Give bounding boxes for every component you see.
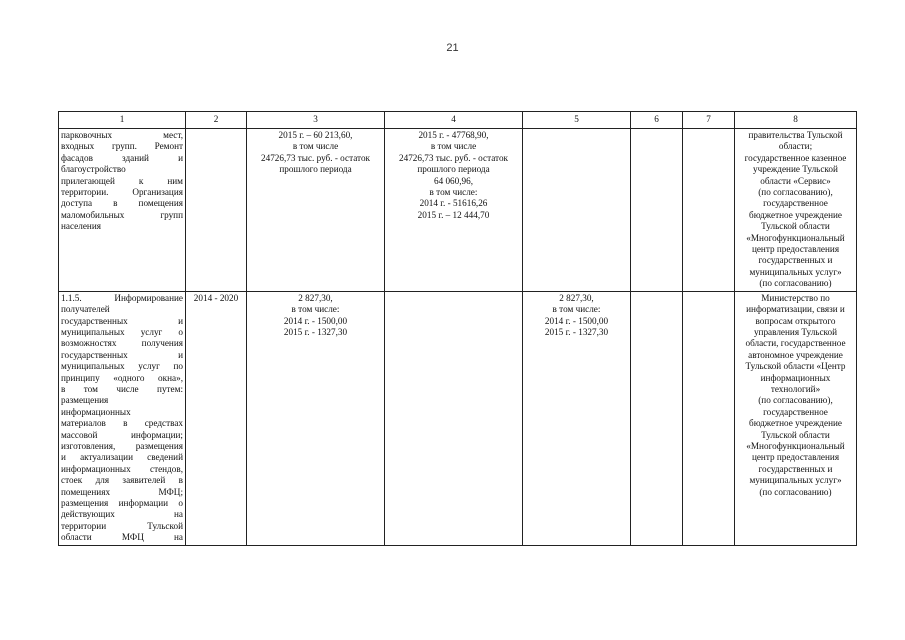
cell-line: информатизации, связи и <box>746 304 845 315</box>
cell-line: принципу «одного окна», <box>61 372 183 383</box>
row2-col6 <box>631 291 683 545</box>
cell-line: входных групп. Ремонт <box>61 141 183 152</box>
table-row <box>59 129 857 292</box>
cell-line: «Многофункциональный <box>746 440 845 451</box>
header-row <box>59 112 857 129</box>
header-col-4: 4 <box>385 112 523 129</box>
cell-line: государственных и <box>61 349 183 360</box>
cell-line: государственное <box>763 406 828 417</box>
cell-line: 1.1.5. Информирование <box>61 292 183 303</box>
cell-line: в том числе <box>292 141 339 152</box>
cell-line: населения <box>61 221 101 232</box>
cell-line: государственное казенное <box>744 152 847 163</box>
cell-line: 2015 г. – 60 213,60, <box>278 130 353 140</box>
cell-line: правительства Тульской <box>748 130 843 140</box>
cell-line: государственное <box>763 198 828 209</box>
cell-line: 2014 г. - 1500,00 <box>283 315 348 326</box>
cell-line: прошлого периода <box>279 164 352 175</box>
cell-line: «Многофункциональный <box>746 232 845 243</box>
cell-line: 2015 г. – 12 444,70 <box>417 209 490 220</box>
cell-line: муниципальных услуг» <box>749 475 842 486</box>
cell-line: Тульской области «Центр <box>745 361 846 372</box>
cell-line: области МФЦ на <box>61 532 183 543</box>
cell-line: автономное учреждение <box>748 349 843 360</box>
row1-executors <box>735 129 857 292</box>
cell-line: области, государственное <box>745 338 846 349</box>
row1-federal-budget <box>523 129 631 292</box>
header-col-3: 3 <box>247 112 385 129</box>
cell-line: (по согласованию) <box>759 278 832 289</box>
row1-col7 <box>683 129 735 292</box>
cell-line: 2014 г. - 1500,00 <box>544 315 609 326</box>
cell-line: возможностях получения <box>61 338 183 349</box>
row2-executors <box>735 291 857 545</box>
cell-line: территории Тульской <box>61 520 183 531</box>
cell-line: вопросам открытого <box>755 315 836 326</box>
cell-line: 2014 - 2020 <box>193 292 239 303</box>
cell-line: информационных <box>760 372 831 383</box>
cell-line: государственных и <box>61 315 183 326</box>
cell-line: информационных <box>61 406 131 417</box>
row1-regional-budget <box>385 129 523 292</box>
cell-line: 2014 г. - 51616,26 <box>419 198 488 209</box>
cell-line: в том числе: <box>429 187 478 198</box>
cell-line: стоек для заявителей в <box>61 475 183 486</box>
cell-line: муниципальных услуг по <box>61 361 183 372</box>
header-col-8: 8 <box>735 112 857 129</box>
table-row <box>59 291 857 545</box>
row2-federal-budget <box>523 291 631 545</box>
cell-line: информационных стендов, <box>61 463 183 474</box>
cell-line: маломобильных групп <box>61 209 183 220</box>
cell-line: (по согласованию), <box>758 187 833 198</box>
header-col-2: 2 <box>186 112 247 129</box>
cell-line: массовой информации; <box>61 429 183 440</box>
cell-line: учреждение Тульской <box>753 164 838 175</box>
cell-line: в том числе: <box>291 304 340 315</box>
row2-total-funding <box>247 291 385 545</box>
page-number: 21 <box>446 42 459 54</box>
cell-line: муниципальных услуг» <box>749 266 842 277</box>
cell-line: 2 827,30, <box>298 292 333 303</box>
cell-line: государственных и <box>758 255 833 266</box>
cell-line: 24726,73 тыс. руб. - остаток <box>399 152 508 163</box>
cell-line: 2015 г. - 1327,30 <box>283 326 348 337</box>
cell-line: технологий» <box>770 383 821 394</box>
cell-line: благоустройство <box>61 164 126 175</box>
cell-line: центр предоставления <box>751 244 840 255</box>
cell-line: размещения информации о <box>61 498 183 508</box>
cell-line: государственных и <box>758 463 833 474</box>
cell-line: 2015 г. - 1327,30 <box>544 326 609 337</box>
cell-line: области «Сервис» <box>760 175 831 186</box>
cell-line: действующих на <box>61 509 183 520</box>
cell-line: области; <box>778 141 813 152</box>
row2-period <box>186 291 247 545</box>
row1-description <box>59 129 186 292</box>
cell-line: (по согласованию), <box>758 395 833 406</box>
cell-line: управления Тульской <box>753 326 838 337</box>
cell-line: Тульской области <box>761 429 830 440</box>
header-col-5: 5 <box>523 112 631 129</box>
cell-line: в том числе <box>430 141 477 152</box>
cell-line: Тульской области <box>761 221 830 232</box>
cell-line: размещения <box>61 395 109 406</box>
cell-line: муниципальных услуг о <box>61 326 183 337</box>
cell-line: прошлого периода <box>417 164 490 175</box>
cell-line: (по согласованию) <box>759 486 832 497</box>
row2-description <box>59 291 186 545</box>
cell-line: Министерство по <box>761 292 830 303</box>
cell-line: в том числе путем: <box>61 383 183 394</box>
cell-line: бюджетное учреждение <box>749 209 842 220</box>
row2-regional-budget <box>385 291 523 545</box>
cell-line: 2015 г. - 47768,90, <box>418 130 489 140</box>
cell-line: фасадов зданий и <box>61 152 183 163</box>
row1-total-funding <box>247 129 385 292</box>
cell-line: доступа в помещения <box>61 198 183 209</box>
row2-col7 <box>683 291 735 545</box>
cell-line: территории. Организация <box>61 187 183 198</box>
cell-line: бюджетное учреждение <box>749 418 842 429</box>
cell-line: в том числе: <box>552 304 601 315</box>
cell-line: центр предоставления <box>751 452 840 463</box>
cell-line: 24726,73 тыс. руб. - остаток <box>261 152 370 163</box>
header-col-1: 1 <box>59 112 186 129</box>
row1-col6 <box>631 129 683 292</box>
cell-line: и актуализации сведений <box>61 452 183 463</box>
header-col-7: 7 <box>683 112 735 129</box>
program-table <box>58 111 857 546</box>
header-col-6: 6 <box>631 112 683 129</box>
cell-line: 2 827,30, <box>559 292 594 303</box>
cell-line: помещениях МФЦ; <box>61 486 183 497</box>
cell-line: парковочных мест, <box>61 130 183 140</box>
cell-line: получателей <box>61 304 110 315</box>
row1-period <box>186 129 247 292</box>
cell-line: изготовления, размещения <box>61 440 183 451</box>
cell-line: прилегающей к ним <box>61 175 183 186</box>
cell-line: материалов в средствах <box>61 418 183 429</box>
cell-line: 64 060,96, <box>433 175 474 186</box>
